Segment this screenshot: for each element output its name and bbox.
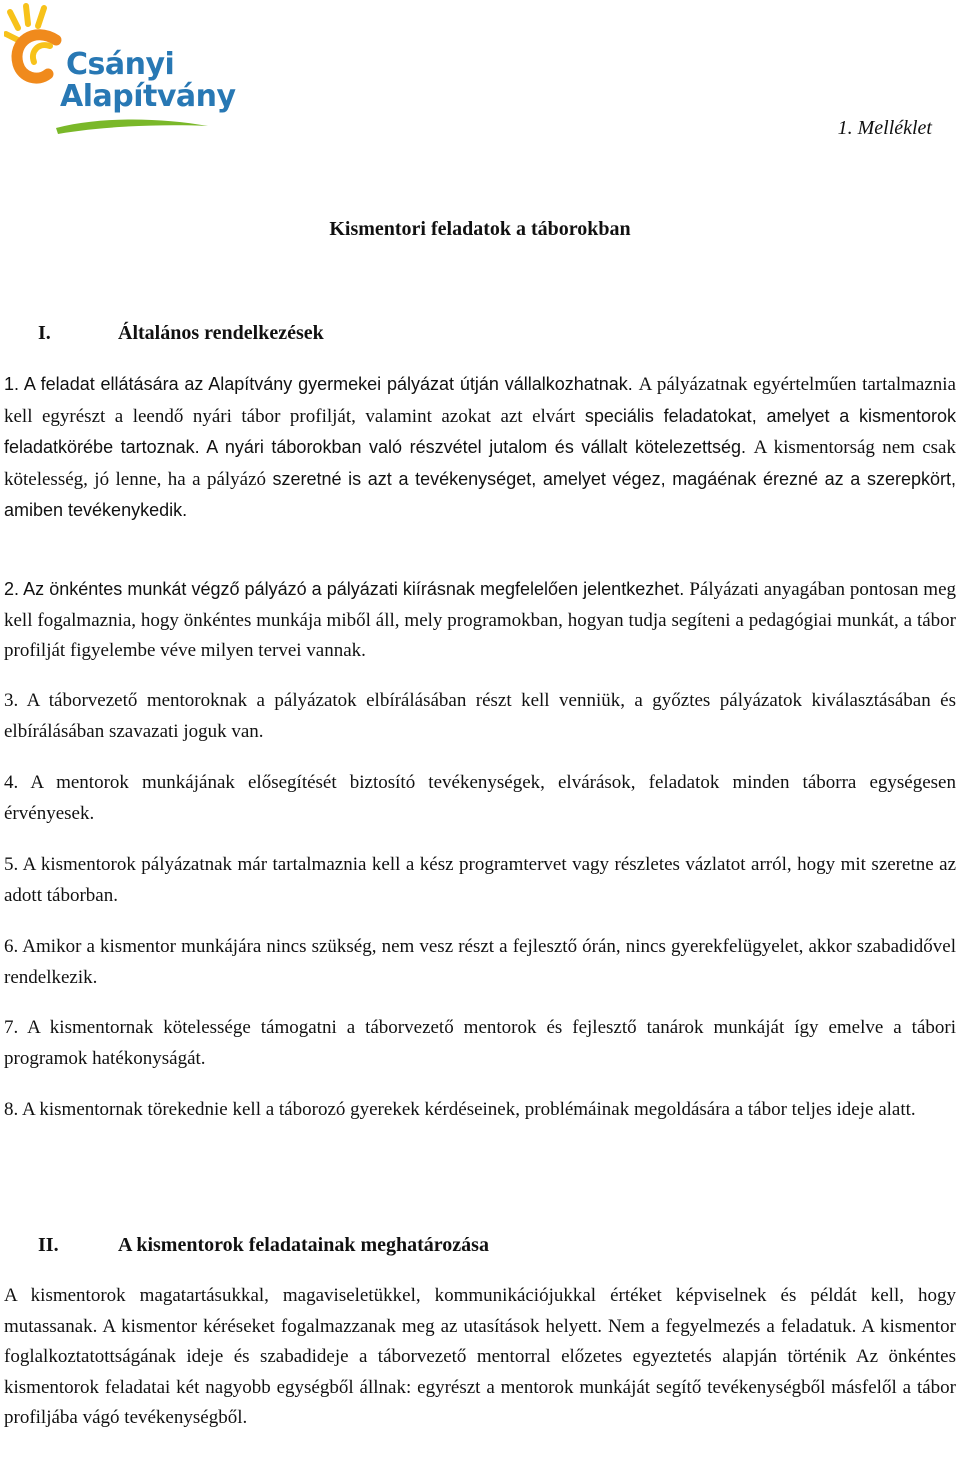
- paragraph-section-2: A kismentorok magatartásukkal, magaviseletükkel, kommunikációjukkal értéket képviselnek és példát kell, hogy mutassanak. A kismentor kéréseket fogalmazzanak meg az utasítások helyett. Nem a fegyelmezés a feladatuk. A kismentor foglalkoztatottságának ideje és szabadideje a táborvezető mentorral előzetes egyeztetés alapján történik Az önkéntes kismentorok feladatai két nagyobb egységből állnak: egyrészt a mentorok munkáját segítő tevékenységből másfelől a tábor profiljába vágó tevékenységből.: [4, 1285, 956, 1429]
- paragraph-2-part-b: Pályázati anyagában pontosan meg kell fogalmaznia, hogy önkéntes munkája miből áll, mely programokban, hogyan tudja segíteni a pedagógiai munkát, a tábor profilját figyelembe véve milyen tervei vannak.: [4, 579, 957, 662]
- paragraph-1-part-c: speciális feladatokat, amelyet a kismentorok feladatkörébe tartoznak. A nyári táborokban való részvétel jutalom és vállalt kötelezettség.: [4, 405, 957, 458]
- foundation-logo: [4, 2, 236, 142]
- grass-swoosh-icon: [52, 114, 212, 136]
- paragraph-2: [4, 574, 956, 667]
- section-2-number: II.: [38, 1234, 59, 1256]
- paragraph-3: 3. A táborvezető mentoroknak a pályázatok elbírálásában részt kell venniük, a győztes pályázatok kiválasztásában és elbírálásában szavazati joguk van.: [4, 690, 956, 742]
- paragraph-1-part-e: szeretné is azt a tevékenységet, amelyet végez, magáénak érezné az a szerepkört, amiben tevékenykedik.: [4, 468, 957, 521]
- section-1-heading: [38, 322, 324, 345]
- section-2-title: A kismentorok feladatainak meghatározása: [118, 1234, 489, 1256]
- paragraph-6: 6. Amikor a kismentor munkájára nincs szükség, nem vesz részt a fejlesztő órán, nincs gyerekfelügyelet, akkor szabadidővel rendelkezik.: [4, 936, 956, 988]
- section-2-heading: [38, 1234, 489, 1257]
- paragraph-1: [4, 369, 956, 527]
- paragraph-8: 8. A kismentornak törekednie kell a táborozó gyerekek kérdéseinek, problémáinak megoldására a tábor teljes ideje alatt.: [4, 1099, 916, 1120]
- logo-line-2: Alapítvány: [60, 79, 236, 114]
- section-1-number: I.: [38, 322, 51, 344]
- paragraph-5: 5. A kismentorok pályázatnak már tartalmaznia kell a kész programtervet vagy részletes vázlatot arról, hogy mit szeretne az adott táborban.: [4, 854, 956, 906]
- paragraph-1-part-b: A pályázatnak egyértelműen tartalmaznia kell egyrészt a leendő nyári tábor profilját, valamint azokat azt elvárt: [4, 374, 956, 427]
- paragraph-1-part-a: 1. A feladat ellátására az Alapítvány gyermekei pályázat útján vállalkozhatnak.: [4, 374, 639, 394]
- logo-line-1: Csányi: [66, 47, 175, 82]
- annex-label: 1. Melléklet: [837, 117, 932, 139]
- paragraph-2-part-a: 2. Az önkéntes munkát végző pályázó a pályázati kiírásnak megfelelően jelentkezhet.: [4, 579, 690, 599]
- paragraph-4: 4. A mentorok munkájának elősegítését biztosító tevékenységek, elvárások, feladatok minden táborra egységesen érvényesek.: [4, 772, 956, 824]
- paragraph-7: 7. A kismentornak kötelessége támogatni a táborvezető mentorok és fejlesztő tanárok munkáját így emelve a tábori programok hatékonyságát.: [4, 1017, 956, 1069]
- paragraph-1-part-d: A kismentorság nem csak kötelesség, jó lenne, ha a pályázó: [4, 437, 956, 490]
- page-title: Kismentori feladatok a táborokban: [329, 218, 631, 240]
- section-1-title: Általános rendelkezések: [118, 322, 324, 344]
